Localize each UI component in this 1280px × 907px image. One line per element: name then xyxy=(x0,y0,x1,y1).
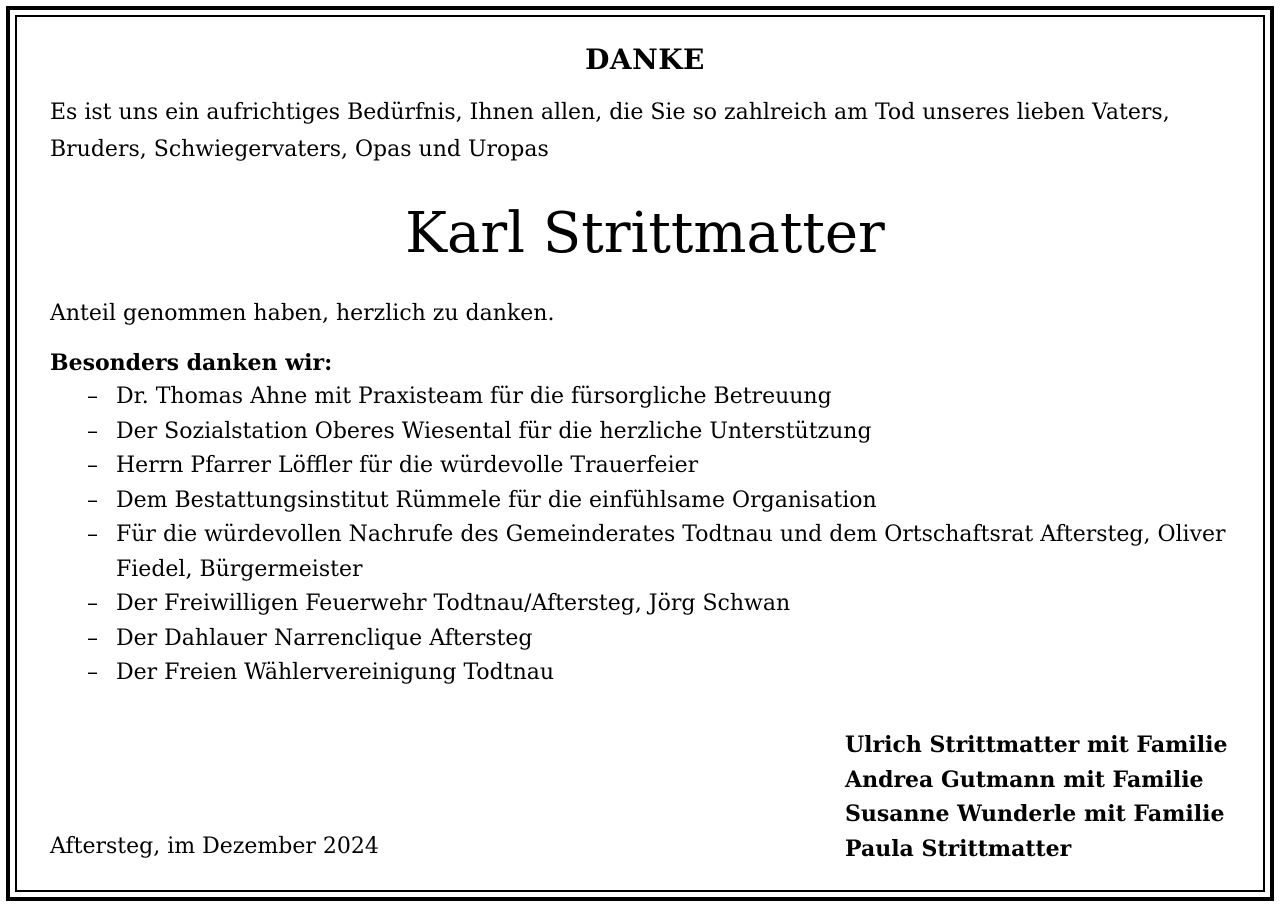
thanks-list xyxy=(50,380,1240,691)
dash-bullet: – xyxy=(87,418,98,444)
thanks-item xyxy=(50,449,1240,484)
dash-bullet: – xyxy=(87,384,98,409)
signature-line: Ulrich Strittmatter mit Familie xyxy=(845,732,1228,758)
outro-text: Anteil genommen haben, herzlich zu danken. xyxy=(50,301,555,326)
dash-bullet: – xyxy=(87,591,98,616)
dash-bullet: – xyxy=(87,487,98,513)
thanks-item xyxy=(50,415,1240,450)
thanks-item xyxy=(50,587,1240,622)
dash-bullet: – xyxy=(87,522,98,547)
dash-bullet: – xyxy=(87,453,98,478)
thanks-heading: Besonders danken wir: xyxy=(50,350,333,376)
thanks-item xyxy=(50,656,1240,691)
signatures xyxy=(845,728,1227,866)
thanks-item-text: Der Freien Wählervereinigung Todtnau xyxy=(116,660,555,685)
thanks-item-text: Dem Bestattungsinstitut Rümmele für die einfühlsame Organisation xyxy=(116,487,877,513)
signature-line: Andrea Gutmann mit Familie xyxy=(845,766,1204,793)
place-date: Aftersteg, im Dezember 2024 xyxy=(50,834,379,859)
thanks-item-text: Dr. Thomas Ahne mit Praxisteam für die fürsorgliche Betreuung xyxy=(116,384,832,409)
thanks-item-text: Für die würdevollen Nachrufe des Gemeinderates Todtnau und dem Ortschaftsrat Aftersteg, Oliver Fiedel, Bürgermeister xyxy=(116,522,1226,582)
notice-content xyxy=(50,40,1240,870)
dash-bullet: – xyxy=(87,660,98,685)
thanks-item xyxy=(50,518,1240,587)
intro-text: Es ist uns ein aufrichtiges Bedürfnis, Ihnen allen, die Sie so zahlreich am Tod unseres lieben Vaters, Bruders, Schwiegervaters, Opas und Uropas xyxy=(50,100,1170,162)
thanks-item xyxy=(50,484,1240,519)
thanks-item-text: Der Freiwilligen Feuerwehr Todtnau/Aftersteg, Jörg Schwan xyxy=(116,591,791,616)
signature-line: Susanne Wunderle mit Familie xyxy=(845,801,1225,827)
thanks-item xyxy=(50,380,1240,415)
signature-line: Paula Strittmatter xyxy=(845,835,1072,862)
thanks-item xyxy=(50,622,1240,657)
thanks-item-text: Der Sozialstation Oberes Wiesental für die herzliche Unterstützung xyxy=(116,418,872,444)
notice-heading: DANKE xyxy=(585,43,705,76)
dash-bullet: – xyxy=(87,625,98,651)
thanks-item-text: Herrn Pfarrer Löffler für die würdevolle Trauerfeier xyxy=(116,453,699,478)
thanks-item-text: Der Dahlauer Narrenclique Aftersteg xyxy=(116,625,533,651)
deceased-name: Karl Strittmatter xyxy=(405,201,885,266)
